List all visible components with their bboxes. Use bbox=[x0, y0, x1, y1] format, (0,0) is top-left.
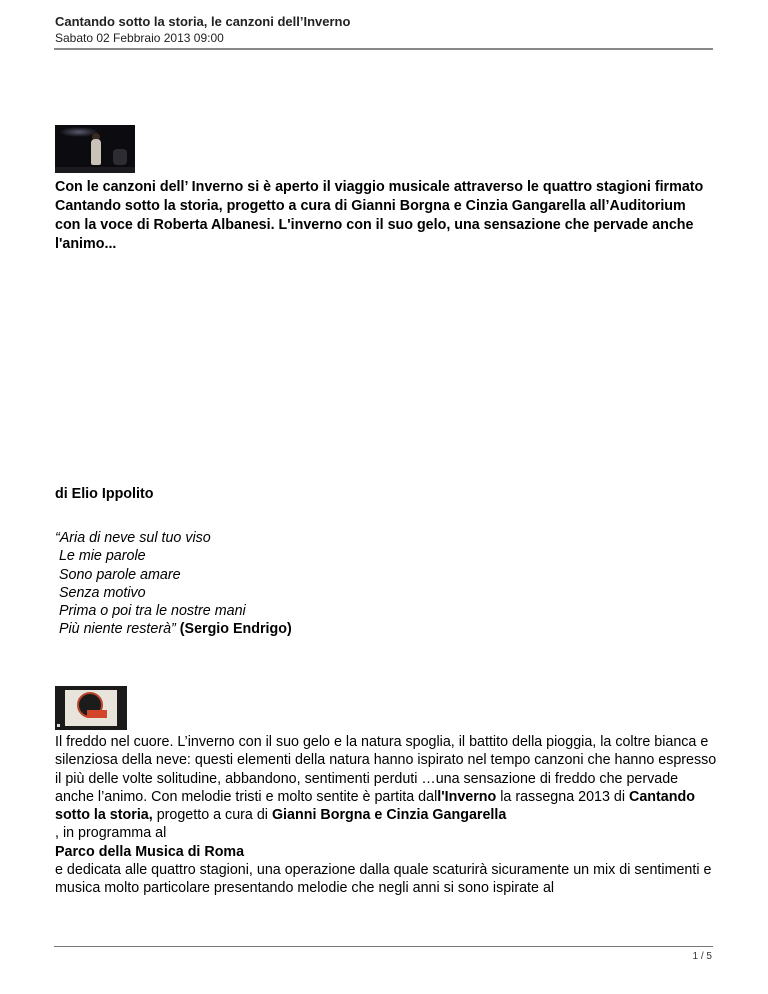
event-logo-photo bbox=[55, 686, 127, 730]
article-date: Sabato 02 Febbraio 2013 09:00 bbox=[55, 31, 224, 45]
logo-label bbox=[87, 710, 107, 718]
article-title: Cantando sotto la storia, le canzoni dell’Inverno bbox=[55, 14, 351, 29]
guitarist-figure bbox=[113, 149, 127, 165]
body-bold-venue: Parco della Musica di Roma bbox=[55, 843, 245, 860]
page-number: 1 / 5 bbox=[692, 951, 712, 962]
body-bold-curators: Gianni Borgna e Cinzia Gangarella bbox=[271, 807, 507, 824]
photo-marker bbox=[57, 724, 60, 727]
header-rule bbox=[54, 48, 713, 50]
singer-figure bbox=[91, 139, 101, 165]
poem-quote bbox=[55, 529, 292, 639]
poem-line: Le mie parole bbox=[55, 548, 146, 565]
poem-last-line bbox=[55, 620, 292, 638]
concert-photo bbox=[55, 125, 135, 173]
poem-line: Senza motivo bbox=[55, 584, 146, 601]
footer-rule bbox=[54, 946, 713, 947]
lead-paragraph: Con le canzoni dell’ Inverno si è aperto il viaggio musicale attraverso le quattro stagioni firmato Cantando sotto la storia, progetto a cura di Gianni Borgna e Cinzia Gangarella all’Auditorium con la voce di Roberta Albanesi. L'inverno con il suo gelo, una sensazione che pervade anche l'animo... bbox=[55, 179, 704, 252]
body-text: Il freddo nel cuore. L’inverno con il suo gelo e la natura spoglia, il battito della pioggia, la coltre bianca e silenziosa della neve: questi elementi della natura hanno ispirato nel tempo canzoni che hanno espresso il più delle volte solitudine, abbandono, sentimenti perduti …una sensazione di freddo che pervade anche l’animo. Con melodie tristi e molto sentite è partita dal bbox=[55, 734, 717, 805]
body-text: la rassegna 2013 di bbox=[496, 788, 630, 805]
body-bold-inverno: l'Inverno bbox=[437, 788, 497, 805]
poem-line: Prima o poi tra le nostre mani bbox=[55, 603, 246, 620]
poem-line: “Aria di neve sul tuo viso bbox=[55, 530, 211, 546]
byline: di Elio Ippolito bbox=[55, 486, 154, 502]
body-paragraph bbox=[55, 733, 720, 898]
poem-line: Sono parole amare bbox=[55, 566, 181, 583]
body-bold-project: Cantando sotto la storia, bbox=[55, 788, 695, 824]
poem-author: (Sergio Endrigo) bbox=[179, 621, 292, 638]
body-text: , in programma al bbox=[55, 825, 167, 842]
stage-floor bbox=[55, 167, 135, 173]
poem-line: Più niente resterà” bbox=[55, 621, 180, 638]
body-text: progetto a cura di bbox=[152, 807, 272, 824]
body-text: e dedicata alle quattro stagioni, una operazione dalla quale scaturirà sicuramente un mix di sentimenti e musica molto particolare presentando melodie che negli anni si sono ispirate al bbox=[55, 862, 712, 897]
